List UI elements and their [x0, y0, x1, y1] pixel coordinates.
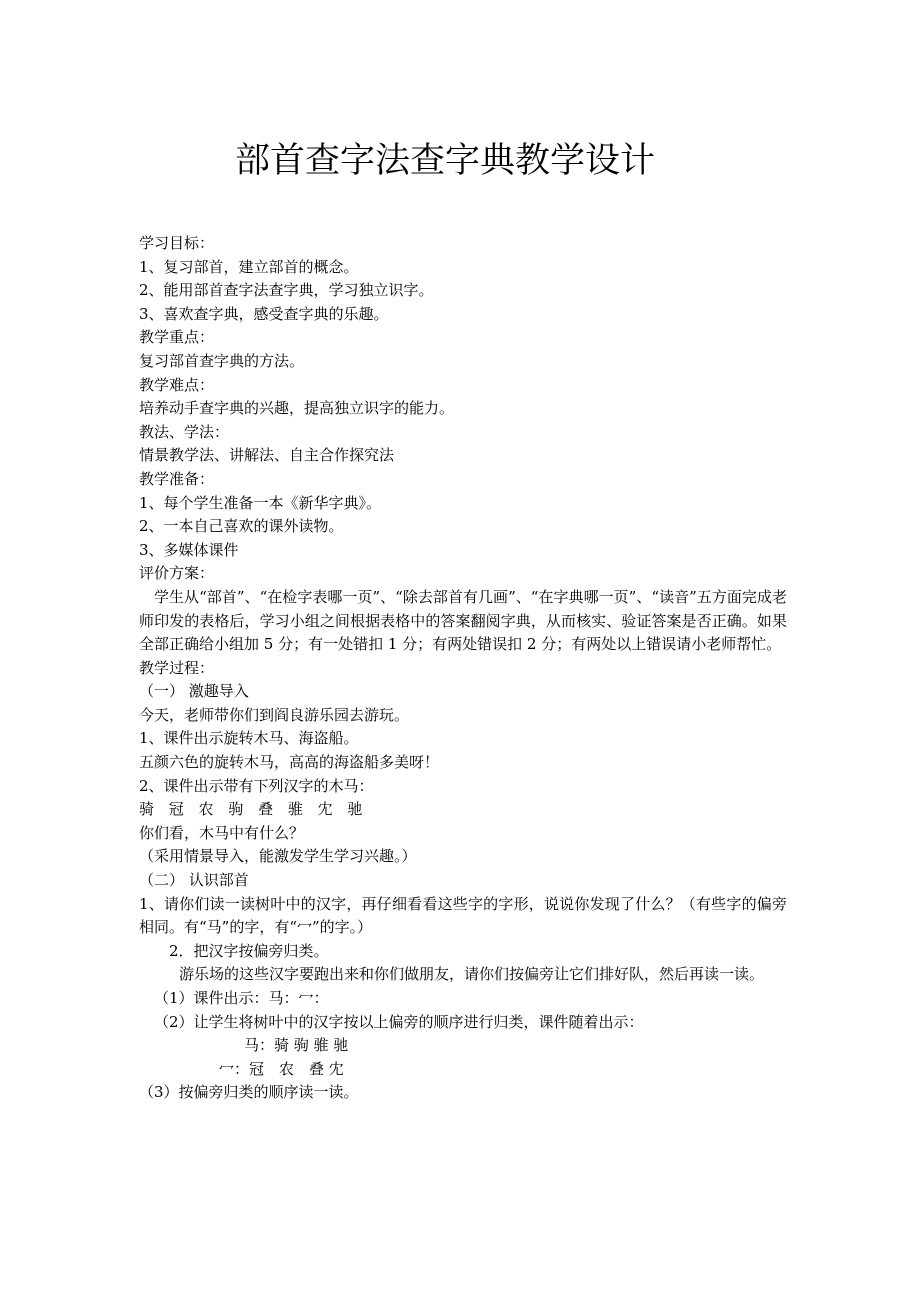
part1-line: 1、课件出示旋转木马、海盗船。	[139, 729, 359, 748]
document-body	[139, 232, 787, 1105]
part1-line: 你们看，木马中有什么？	[139, 823, 305, 842]
group-ma: 马：骑 驹 骓 驰	[244, 1036, 349, 1055]
goal-item: 3、喜欢查字典，感受查字典的乐趣。	[139, 304, 389, 323]
eval-heading: 评价方案：	[139, 564, 215, 583]
goals-heading: 学习目标：	[139, 234, 215, 252]
goal-item: 2、能用部首查字法查字典，学习独立识字。	[139, 281, 434, 300]
prep-item: 3、多媒体课件	[139, 540, 239, 559]
part2-step-text: 游乐场的这些汉字要跑出来和你们做朋友，请你们按偏旁让它们排好队，然后再读一读。	[179, 965, 765, 984]
goal-item: 1、复习部首，建立部首的概念。	[139, 257, 359, 276]
part1-line: 五颜六色的旋转木马，高高的海盗船多美呀！	[139, 753, 440, 772]
part2-heading: （二） 认识部首	[139, 871, 249, 890]
key-heading: 教学重点：	[139, 328, 215, 347]
group-mi: 冖：冠 农 叠 冘	[219, 1059, 344, 1078]
part2-substep: （3）按偏旁归类的顺序读一读。	[139, 1083, 359, 1102]
part2-step: 2．把汉字按偏旁归类。	[169, 941, 329, 960]
eval-paragraph: 学生从“部首”、“在检字表哪一页”、“除去部首有几画”、“在字典哪一页”、“读音”五方面完成老师印发的表格后，学习小组之间根据表格中的答案翻阅字典，从而核实、验证答案是否正确。如果全部正确给小组加 5 分；有一处错扣 1 分；有两处错误扣 2 分；有两处以上错误请小老师帮忙。	[139, 587, 787, 654]
prep-item: 1、每个学生准备一本《新华字典》。	[139, 493, 382, 512]
part2-question: 1、请你们读一读树叶中的汉字，再仔细看看这些字的字形，说说你发现了什么？（有些字的偏旁相同。有“马”的字，有“冖”的字。）	[139, 894, 787, 937]
method-text: 情景教学法、讲解法、自主合作探究法	[139, 446, 395, 465]
prep-heading: 教学准备：	[139, 469, 215, 488]
difficulty-heading: 教学难点：	[139, 375, 215, 394]
document-title: 部首查字法查字典教学设计	[234, 141, 655, 181]
part1-line: 今天，老师带你们到阎良游乐园去游玩。	[139, 705, 410, 724]
part2-substep: （2）让学生将树叶中的汉字按以上偏旁的顺序进行归类，课件随着出示：	[154, 1012, 644, 1031]
part1-line: （采用情景导入，能激发学生学习兴趣。）	[139, 847, 417, 866]
part1-heading: （一） 激趣导入	[139, 682, 249, 701]
prep-item: 2、一本自己喜欢的课外读物。	[139, 517, 344, 536]
characters-line: 骑 冠 农 驹 叠 骓 冘 驰	[139, 800, 368, 819]
difficulty-text: 培养动手查字典的兴趣，提高独立识字的能力。	[139, 399, 455, 418]
process-heading: 教学过程：	[139, 658, 215, 677]
part2-substep: （1）课件出示：马：冖：	[154, 989, 329, 1007]
part1-line: 2、课件出示带有下列汉字的木马：	[139, 776, 374, 795]
method-heading: 教法、学法：	[139, 422, 230, 441]
key-text: 复习部首查字典的方法。	[139, 351, 305, 370]
